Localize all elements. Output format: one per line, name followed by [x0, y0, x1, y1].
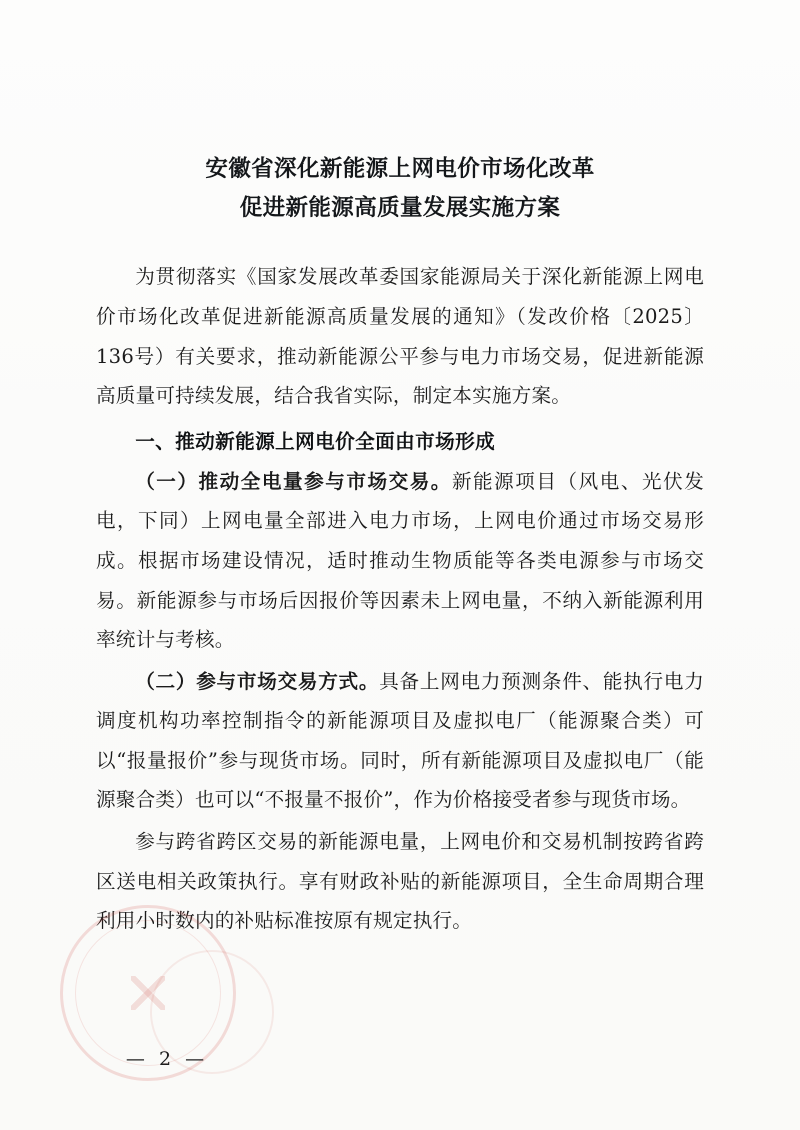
- paragraph-item-1: [96, 462, 704, 660]
- title-line-2: 促进新能源高质量发展实施方案: [239, 194, 561, 221]
- title-line-1: 安徽省深化新能源上网电价市场化改革: [205, 156, 595, 182]
- paragraph-item-2: [96, 662, 704, 820]
- paragraph-item-2-text: 具备上网电力预测条件、能执行电力调度机构功率控制指令的新能源项目及虚拟电厂（能源聚合类）可以“报量报价”参与现货市场。同时，所有新能源项目及虚拟电厂（能源聚合类）也可以“不报量不报价”，作为价格接受者参与现货市场。: [96, 669, 705, 812]
- page-number-text: — 2 —: [125, 1048, 209, 1070]
- paragraph-closing: 参与跨省跨区交易的新能源电量，上网电价和交易机制按跨省跨区送电相关政策执行。享有财政补贴的新能源项目，全生命周期合理利用小时数内的补贴标准按原有规定执行。: [96, 830, 704, 933]
- page-number: [0, 1048, 800, 1070]
- document-content: [96, 150, 704, 943]
- paragraph-intro: 为贯彻落实《国家发展改革委国家能源局关于深化新能源上网电价市场化改革促进新能源高质量发展的通知》（发改价格〔2025〕136号）有关要求，推动新能源公平参与电力市场交易，促进新能源高质量可持续发展，结合我省实际，制定本实施方案。: [96, 265, 704, 408]
- page-title: [96, 150, 704, 227]
- paragraph-item-2-lead: （二）参与市场交易方式。: [135, 669, 380, 693]
- document-body: [96, 257, 704, 940]
- paragraph-item-1-lead: （一）推动全电量参与市场交易。: [135, 469, 452, 493]
- section-heading-1: 一、推动新能源上网电价全面由市场形成: [135, 429, 496, 453]
- paragraph-item-1-text: 新能源项目（风电、光伏发电，下同）上网电量全部进入电力市场，上网电价通过市场交易形成。根据市场建设情况，适时推动生物质能等各类电源参与市场交易。新能源参与市场后因报价等因素未上网电量，不纳入新能源利用率统计与考核。: [96, 469, 705, 652]
